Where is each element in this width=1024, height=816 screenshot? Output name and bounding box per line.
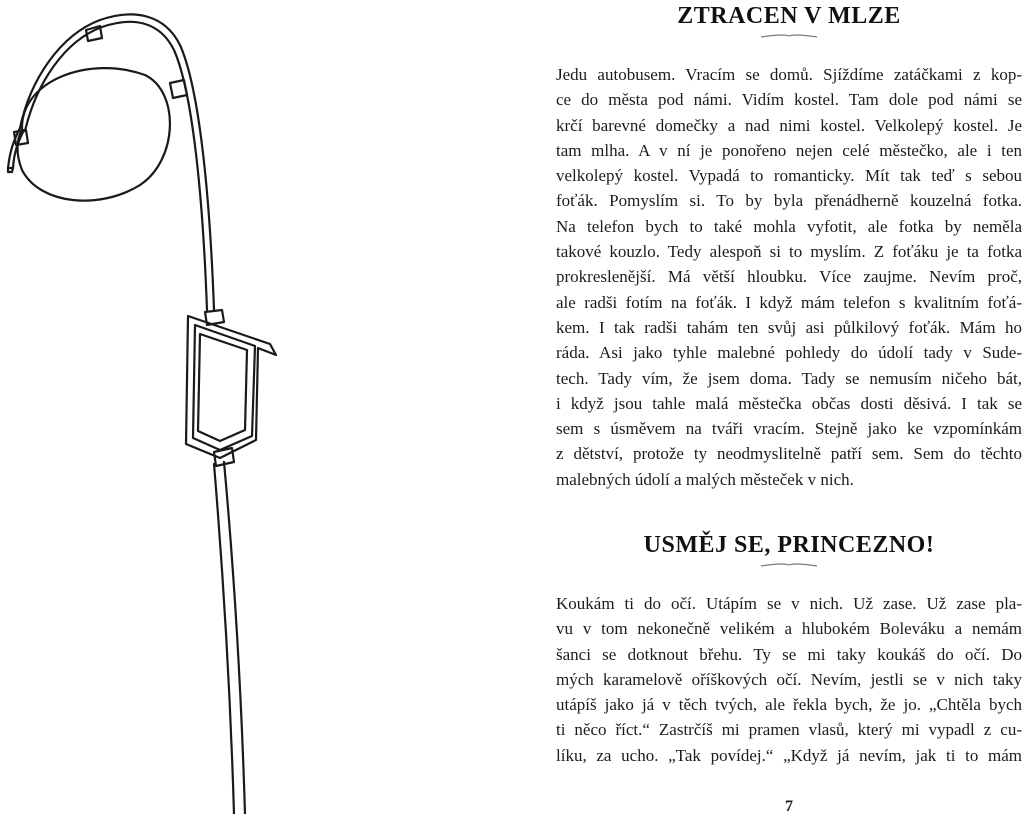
lamp-post-illustration: [0, 0, 300, 814]
text-line: takové kouzlo. Tedy alespoň si to myslím. Z foťáku je ta fotka: [556, 242, 1022, 262]
text-line: ale radši fotím na foťák. I když mám telefon s kvalitním foťá-: [556, 292, 1022, 312]
paragraph-ztracen-v-mlze: [556, 62, 1022, 492]
text-line: tam mlha. A v ní je ponořeno nejen celé městečko, ale i ten: [556, 140, 1022, 160]
text-column: [556, 0, 1022, 814]
text-line: mých karamelově oříškových očí. Nevím, jestli se v nich taky: [556, 669, 1022, 689]
text-line: velkolepý kostel. Vypadá to romanticky. Mít tak teď s sebou: [556, 166, 1022, 186]
page-number: 7: [785, 798, 793, 815]
paragraph-usmej-se-princezno: [556, 591, 1022, 768]
text-line: Jedu autobusem. Vracím se domů. Sjíždíme zatáčkami z kop-: [556, 65, 1022, 84]
text-line: Na telefon bych to také mohla vyfotit, ale fotka by neměla: [556, 216, 1022, 236]
text-line: šanci se dotknout břehu. Ty se mi taky koukáš do očí. Do: [556, 644, 1022, 664]
text-line: ti něco říct.“ Zastrčíš mi pramen vlasů, který mi vypadl z cu-: [556, 720, 1022, 740]
text-line: Koukám ti do očí. Utápím se v nich. Už zase. Už zase pla-: [556, 594, 1022, 613]
text-line: ráda. Asi jako tyhle malebné pohledy do údolí tady v Sude-: [556, 343, 1022, 363]
title-ornament-icon: [759, 33, 819, 41]
text-line: prokreslenější. Má větší hloubku. Více zaujme. Nevím proč,: [556, 267, 1022, 287]
text-line: krčí barevné domečky a nad nimi kostel. Velkolepý kostel. Je: [556, 115, 1022, 135]
section-title-ztracen-v-mlze: ZTRACEN V MLZE: [677, 3, 901, 29]
text-line: foťák. Pomyslím si. To by byla přenádherně kouzelná fotka.: [556, 191, 1022, 211]
text-line: malebných údolí a malých městeček v nich.: [556, 469, 854, 489]
text-line: tech. Tady vím, že jsem doma. Tady se nemusím ničeho bát,: [556, 368, 1022, 388]
text-line: kem. I tak radši tahám ten svůj asi půlkilový foťák. Mám ho: [556, 317, 1022, 337]
text-line: líku, za ucho. „Tak povídej.“ „Když já nevím, jak ti to mám: [556, 745, 1022, 765]
text-line: utápíš jako já v těch tvých, ale řekla bych, že jo. „Chtěla bych: [556, 695, 1022, 715]
text-line: vu v tom nekonečně velikém a hlubokém Boleváku a nemám: [556, 619, 1022, 639]
text-line: z dětství, protože ty neodmyslitelně patří sem. Sem do těchto: [556, 444, 1022, 464]
text-line: ce do města pod námi. Vidím kostel. Tam dole pod námi se: [556, 90, 1022, 110]
text-line: sem s úsměvem na tváři vracím. Stejně jako ke vzpomínkám: [556, 419, 1022, 439]
title-ornament-icon: [759, 562, 819, 570]
text-line: i když jsou tahle malá městečka občas dosti děsivá. I tak se: [556, 393, 1022, 413]
section-title-usmej-se-princezno: USMĚJ SE, PRINCEZNO!: [643, 532, 935, 558]
